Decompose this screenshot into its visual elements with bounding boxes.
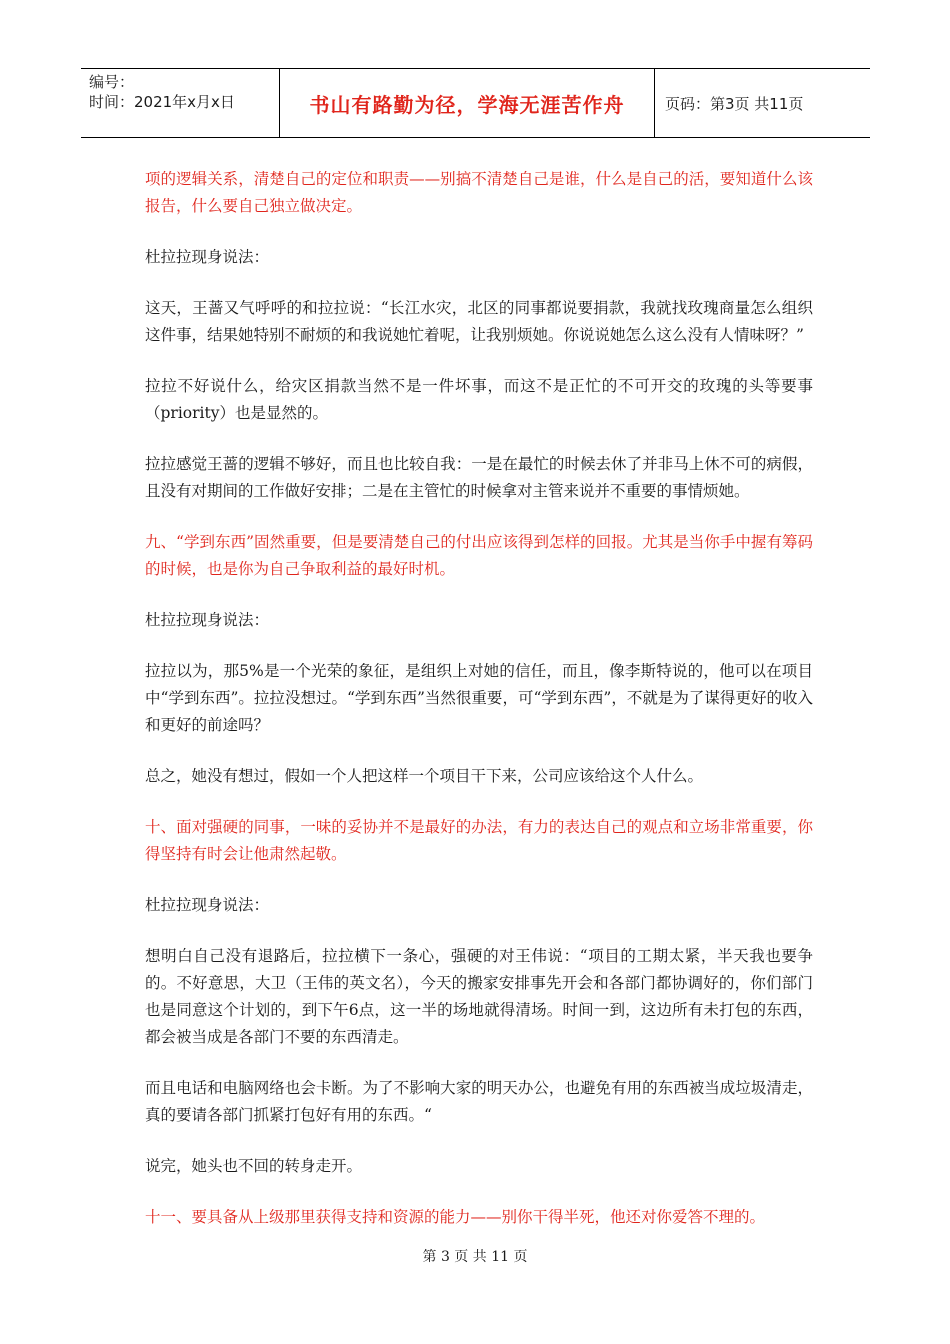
body-paragraph: 这天，王蔷又气呼呼的和拉拉说：“长江水灾，北区的同事都说要捐款，我就找玫瑰商量怎么组织这件事，结果她特别不耐烦的和我说她忙着呢，让我别烦她。你说说她怎么这么没有人情味呀？” bbox=[145, 299, 813, 344]
section-heading-paragraph: 十一、要具备从上级那里获得支持和资源的能力——别你干得半死，他还对你爱答不理的。 bbox=[145, 1208, 766, 1226]
section-heading-paragraph: 十、面对强硬的同事，一味的妥协并不是最好的办法，有力的表达自己的观点和立场非常重要，你得坚持有时会让他肃然起敬。 bbox=[145, 818, 813, 863]
section-heading-paragraph: 项的逻辑关系，清楚自己的定位和职责——别搞不清楚自己是谁，什么是自己的活，要知道什么该报告，什么要自己独立做决定。 bbox=[145, 170, 813, 215]
page-header bbox=[81, 68, 870, 138]
body-paragraph: 拉拉以为，那5%是一个光荣的象征，是组织上对她的信任，而且，像李斯特说的，他可以在项目中“学到东西”。拉拉没想过。“学到东西”当然很重要，可“学到东西”，不就是为了谋得更好的收入和更好的前途吗？ bbox=[145, 662, 813, 734]
body-paragraph: 想明白自己没有退路后，拉拉横下一条心，强硬的对王伟说：“项目的工期太紧，半天我也要争的。不好意思，大卫（王伟的英文名），今天的搬家安排事先开会和各部门都协调好的，你们部门也是同意这个计划的，到下午6点，这一半的场地就得清场。时间一到，这边所有未打包的东西，都会被当成是各部门不要的东西清走。 bbox=[145, 947, 813, 1046]
header-motto: 书山有路勤为径，学海无涯苦作舟 bbox=[309, 92, 625, 117]
page-footer: 第 3 页 共 11 页 bbox=[422, 1249, 528, 1265]
body-paragraph: 而且电话和电脑网络也会卡断。为了不影响大家的明天办公，也避免有用的东西被当成垃圾清走，真的要请各部门抓紧打包好有用的东西。“ bbox=[145, 1079, 813, 1124]
header-meta-cell bbox=[81, 69, 280, 137]
body-paragraph: 拉拉感觉王蔷的逻辑不够好，而且也比较自我：一是在最忙的时候去休了并非马上休不可的病假，且没有对期间的工作做好安排；二是在主管忙的时候拿对主管来说并不重要的事情烦她。 bbox=[145, 455, 813, 500]
document-date-label: 时间：2021年x月x日 bbox=[89, 93, 235, 111]
body-paragraph: 杜拉拉现身说法： bbox=[145, 611, 270, 629]
body-paragraph: 杜拉拉现身说法： bbox=[145, 248, 270, 266]
header-motto-cell bbox=[280, 69, 655, 137]
document-body bbox=[145, 166, 813, 1255]
body-paragraph: 总之，她没有想过，假如一个人把这样一个项目干下来，公司应该给这个人什么。 bbox=[145, 767, 704, 785]
section-heading-paragraph: 九、“学到东西”固然重要，但是要清楚自己的付出应该得到怎样的回报。尤其是当你手中握有筹码的时候，也是你为自己争取利益的最好时机。 bbox=[145, 533, 813, 578]
document-number-label: 编号： bbox=[89, 73, 135, 91]
body-paragraph: 杜拉拉现身说法： bbox=[145, 896, 270, 914]
header-page-info: 页码：第3页 共11页 bbox=[665, 94, 804, 113]
header-page-cell bbox=[655, 69, 870, 137]
body-paragraph: 拉拉不好说什么，给灾区捐款当然不是一件坏事，而这不是正忙的不可开交的玫瑰的头等要事（priority）也是显然的。 bbox=[145, 377, 813, 422]
body-paragraph: 说完，她头也不回的转身走开。 bbox=[145, 1157, 363, 1175]
